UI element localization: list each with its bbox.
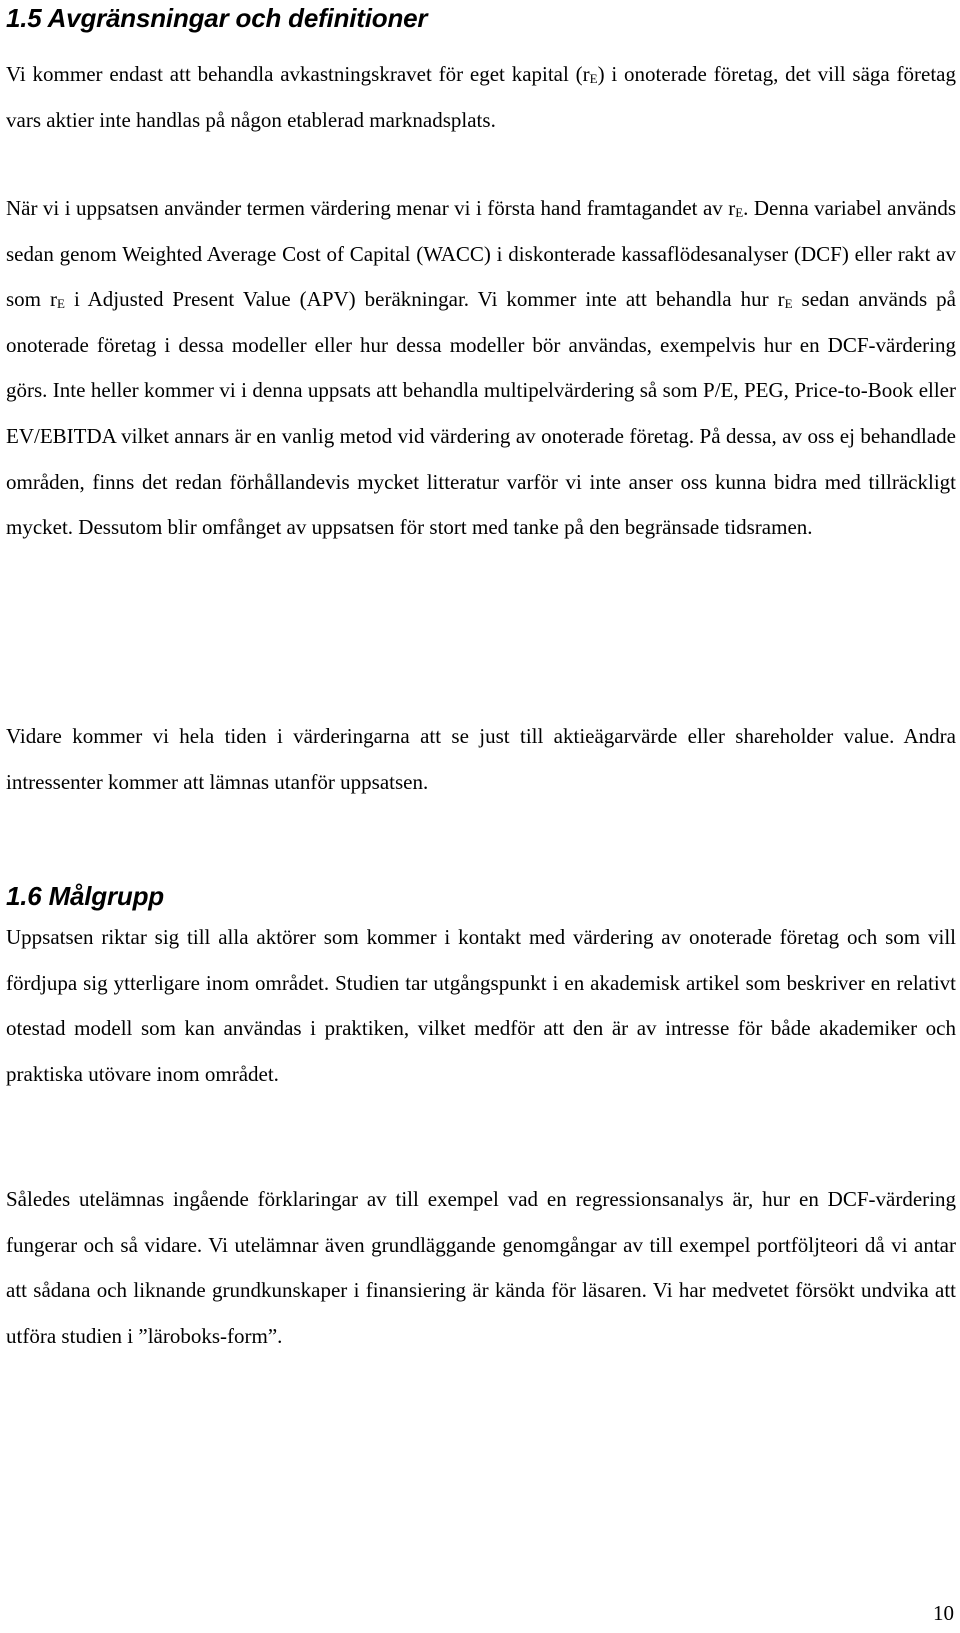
subscript: E [589,71,598,86]
paragraph-aktieagarvarde: Vidare kommer vi hela tiden i värderingarna att se just till aktieägarvärde eller shareholder value. Andra intressenter kommer att lämnas utanför uppsatsen. [6,724,956,794]
paragraph-malgrupp: Uppsatsen riktar sig till alla aktörer som kommer i kontakt med värdering av onoterade företag och som vill fördjupa sig ytterligare inom området. Studien tar utgångspunkt i en akademisk artikel som beskriver en relativt otestad modell som kan användas i praktiken, vilket medför att den är av intresse för både akademiker och praktiska utövare inom området. [6,925,956,1086]
text-run: . Denna variabel används sedan genom Weighted Average Cost of Capital (WACC) i diskonterade kassaflödesanalyser (DCF) eller rakt av som r [6,196,956,312]
text-run: När vi i uppsatsen använder termen värdering menar vi i första hand framtagandet av r [6,196,736,220]
text-run: Vi kommer endast att behandla avkastningskravet för eget kapital (r [6,62,590,86]
page-number: 10 [933,1601,954,1625]
paragraph-vardering [6,186,956,551]
subscript: E [57,296,65,312]
paragraph-avkastningskrav [6,52,956,143]
text-run: ) i onoterade företag, det vill säga företag vars aktier inte handlas på någon etablerad marknadsplats. [6,62,957,132]
subscript: E [735,205,744,220]
section-heading-malgrupp: 1.6 Målgrupp [6,881,164,911]
subscript: E [784,296,793,312]
section-heading-avgransningar: 1.5 Avgränsningar och definitioner [6,3,428,33]
paragraph-utelamnas: Således utelämnas ingående förklaringar av till exempel vad en regressionsanalys är, hur en DCF-värdering fungerar och så vidare. Vi utelämnar även grundläggande genomgångar av till exempel portföljteori då vi antar att sådana och liknande grundkunskaper i finansiering är kända för läsaren. Vi har medvetet försökt undvika att utföra studien i ”läroboks-form”. [6,1187,956,1348]
text-run: i Adjusted Present Value (APV) beräkningar. Vi kommer inte att behandla hur r [64,287,785,312]
text-run: sedan används på onoterade företag i dessa modeller eller hur dessa modeller bör användas, exempelvis hur en DCF-värdering görs. Inte heller kommer vi i denna uppsats att behandla multipelvärdering så som P/E, PEG, Price-to-Book eller EV/EBITDA vilket annars är en vanlig metod vid värdering av onoterade företag. På dessa, av oss ej behandlade områden, finns det redan förhållandevis mycket litteratur varför vi inte anser oss kunna bidra med tillräckligt mycket. Dessutom blir omfånget av uppsatsen för stort med tanke på den begränsade tidsramen. [6,287,956,540]
